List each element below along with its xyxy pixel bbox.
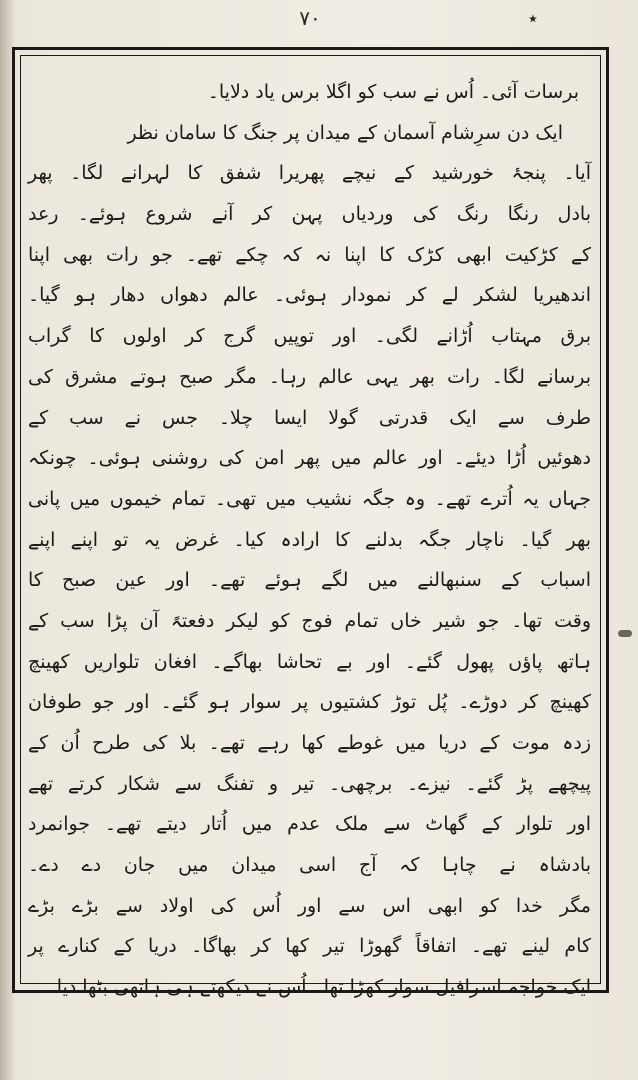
text-line: برسات آئی۔ اُس نے سب کو اگلا برس یاد دلایا۔	[207, 81, 579, 103]
text-line: ہاتھ پاؤں پھول گئے۔ اور بے تحاشا بھاگے۔ افغان تلواریں کھینچ	[28, 650, 591, 673]
text-line: مگر خدا کو ابھی اس سے اور اُس کی اولاد سے بڑے بڑے	[28, 894, 591, 917]
text-line: اندھیریا لشکر لے کر نمودار ہوئی۔ عالم دھواں دھار ہو گیا۔	[28, 284, 591, 307]
corner-mark: ٭	[528, 8, 538, 29]
text-line: کے کڑکیت ابھی کڑک کا اپنا نہ کہ چکے تھے۔ جو رات بھی اپنا	[28, 243, 591, 266]
text-line: ایک دن سرِشام آسمان کے میدان پر جنگ کا سامان نظر	[127, 121, 563, 144]
text-line: آیا۔ پنجۂ خورشید کے نیچے پھریرا شفق کا لہرانے لگا۔ پھر	[28, 162, 591, 185]
text-line: پیچھے پڑ گئے۔ نیزے۔ برچھی۔ تیر و تفنگ سے شکار کرتے تھے	[28, 772, 591, 795]
text-line: بادشاہ نے چاہا کہ آج اسی میدان میں جان دے دے۔	[28, 854, 591, 877]
text-line: بادل رنگا رنگ کی وردیاں پہن کر آنے شروع ہوئے۔ رعد	[28, 203, 591, 226]
page-edge-mark	[618, 630, 632, 637]
text-line: طرف سے ایک قدرتی گولا ایسا چلا۔ جس نے سب کے	[28, 406, 591, 429]
text-line: کھینچ کر دوڑے۔ پُل توڑ کشتیوں پر سوار ہو گئے۔ اور جو طوفان	[28, 691, 591, 714]
text-line: وقت تھا۔ جو شیر خاں تمام فوج کو لیکر دفعتہً آن پڑا سب کے	[28, 609, 591, 632]
urdu-text-body	[22, 72, 599, 1008]
text-line: جہاں یہ اُترے تھے۔ وہ جگہ نشیب میں تھی۔ تمام خیموں میں پانی	[28, 487, 591, 510]
text-line: ایک خواجہ اسرافیل سوار کھڑا تھا۔ اُس نے دیکھتے ہی ہاتھی بٹھا دیا۔	[45, 976, 591, 999]
text-line: بھر گیا۔ ناچار جگہ بدلنے کا ارادہ کیا۔ غرض یہ تو اپنے اپنے	[28, 528, 591, 551]
text-line: زدہ موت کے دریا میں غوطے کھا رہے تھے۔ بلا کی طرح اُن کے	[28, 732, 591, 754]
text-line: برق مہتاب اُڑانے لگی۔ اور توپیں گرج کر اولوں کا گراب	[28, 325, 591, 348]
text-line: دھوئیں اُڑا دیئے۔ اور عالم میں پھر امن کی روشنی ہوئی۔ چونکہ	[28, 447, 591, 470]
text-line: کام لینے تھے۔ اتفاقاً گھوڑا تیر کھا کر بھاگا۔ دریا کے کنارے پر	[28, 935, 591, 958]
text-line: اور تلوار کے گھاٹ سے ملک عدم میں اُتار دیتے تھے۔ جوانمرد	[28, 813, 591, 836]
text-line: برسانے لگا۔ رات بھر یہی عالم رہا۔ مگر صبح ہوتے مشرق کی	[28, 365, 591, 388]
text-line: اسباب کے سنبھالنے میں لگے ہوئے تھے۔ اور عین صبح کا	[28, 569, 591, 592]
page-number: ۷۰	[299, 6, 321, 30]
